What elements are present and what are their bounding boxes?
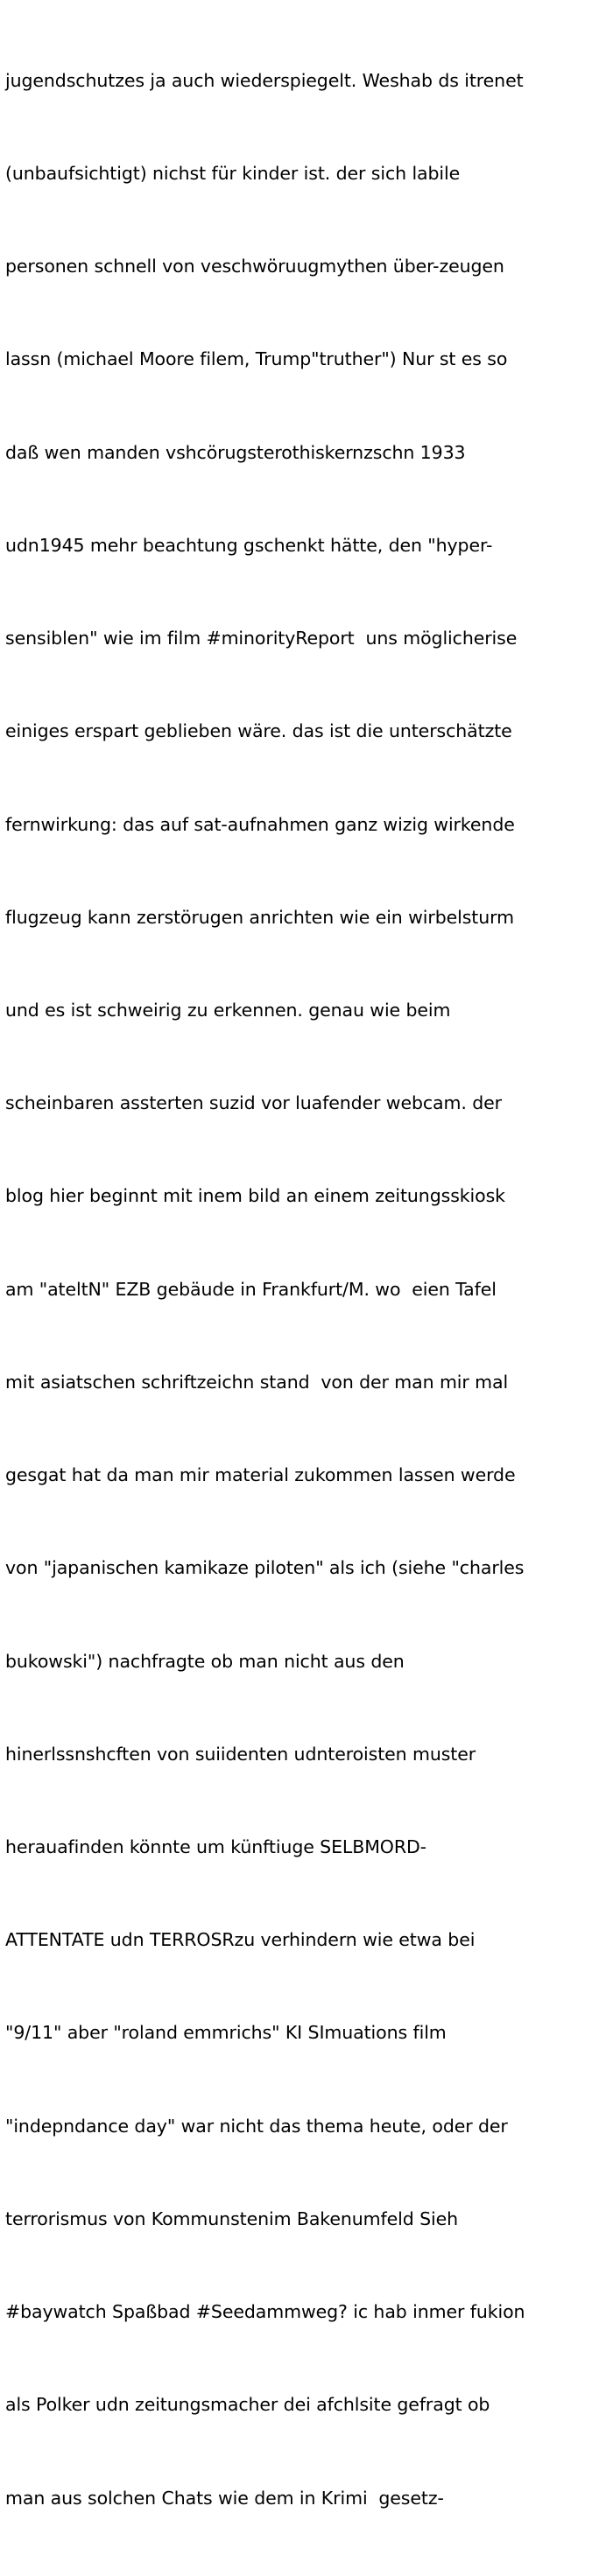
text-line: lassn (michael Moore filem, Trump"truther") Nur st es so xyxy=(5,348,508,370)
text-line: scheinbaren assterten suzid vor luafender webcam. der xyxy=(5,1092,502,1114)
text-line: (unbaufsichtigt) nichst für kinder ist. der sich labile xyxy=(5,163,461,185)
text-line: terrorismus von Kommunstenim Bakenumfeld Sieh xyxy=(5,2207,458,2229)
text-line: herauafinden könnte um künftiuge SELBMORD- xyxy=(5,1835,426,1857)
text-line: sensiblen" wie im film #minorityReport uns möglicherise xyxy=(5,628,518,649)
text-line: ATTENTATE udn TERROSRzu verhindern wie etwa bei xyxy=(5,1929,476,1951)
text-line: #baywatch Spaßbad #Seedammweg? ic hab inmer fukion xyxy=(5,2301,525,2323)
text-line: daß wen manden vshcörugsterothiskernzschn 1933 xyxy=(5,441,466,463)
text-line: bukowski") nachfragte ob man nicht aus den xyxy=(5,1650,405,1672)
text-line: flugzeug kann zerstörugen anrichten wie ein wirbelsturm xyxy=(5,906,514,928)
text-line: man aus solchen Chats wie dem in Krimi gesetz- xyxy=(5,2487,444,2509)
text-line: einiges erspart geblieben wäre. das ist die unterschätzte xyxy=(5,720,512,742)
text-line: "indepndance day" war nicht das thema heute, oder der xyxy=(5,2115,508,2137)
document-text-body xyxy=(5,4,594,2576)
text-line: blog hier beginnt mit inem bild an einem zeitungsskiosk xyxy=(5,1185,505,1207)
text-line: und es ist schweirig zu erkennen. genau wie beim xyxy=(5,1000,451,1021)
text-line: als Polker udn zeitungsmacher dei afchlsite gefragt ob xyxy=(5,2394,490,2416)
text-line: mit asiatschen schriftzeichn stand von der man mir mal xyxy=(5,1371,509,1393)
text-line: personen schnell von veschwöruugmythen über-zeugen xyxy=(5,256,504,277)
text-line: gesgat hat da man mir material zukommen lassen werde xyxy=(5,1464,516,1486)
text-line: am "ateltN" EZB gebäude in Frankfurt/M. wo eien Tafel xyxy=(5,1278,497,1300)
text-line: udn1945 mehr beachtung gschenkt hätte, den "hyper- xyxy=(5,534,493,556)
text-line: "9/11" aber "roland emmrichs" KI SImuations film xyxy=(5,2022,447,2044)
text-line: jugendschutzes ja auch wiederspiegelt. Weshab ds itrenet xyxy=(5,69,524,91)
text-line: von "japanischen kamikaze piloten" als ich (siehe "charles xyxy=(5,1557,525,1579)
text-line: fernwirkung: das auf sat-aufnahmen ganz wizig wirkende xyxy=(5,813,515,835)
text-line: hinerlssnshcften von suiidenten udnteroisten muster xyxy=(5,1743,476,1765)
